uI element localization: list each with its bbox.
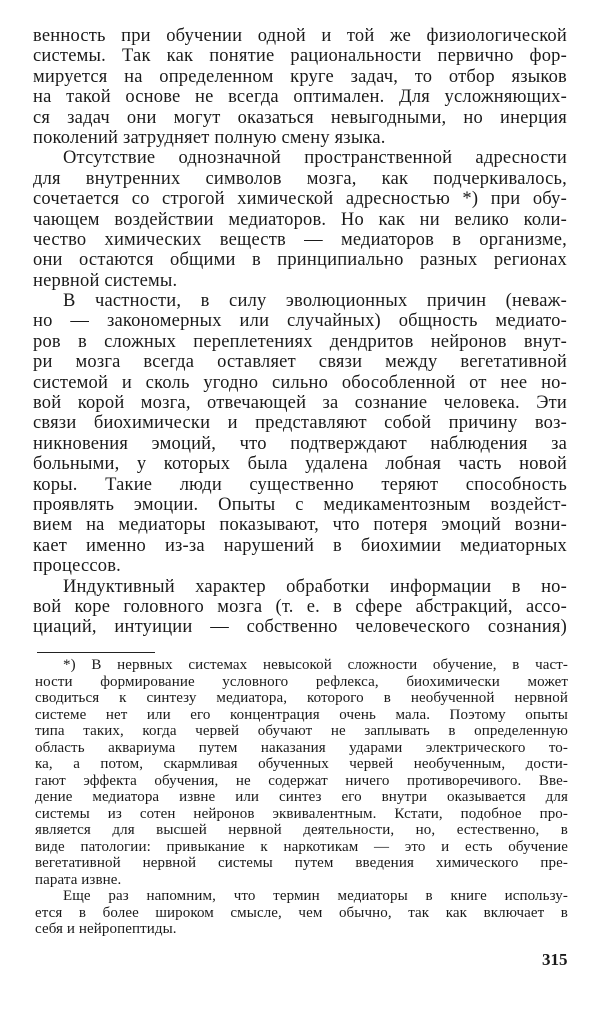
text-line: системы из сотен нейронов эквивалентным. Кстати, подобное про-	[35, 805, 568, 822]
footnote-divider	[37, 652, 155, 653]
text-line: сводиться к синтезу медиатора, которого в необученной нервной	[35, 690, 568, 706]
text-line: процессов.	[33, 556, 122, 577]
paragraph	[33, 577, 567, 638]
text-line: но — закономерных или случайных) общность медиато-	[33, 311, 567, 332]
text-line: венность при обучении одной и той же физиологической	[33, 26, 567, 46]
footnote	[35, 657, 568, 888]
footnote	[35, 888, 568, 938]
text-line: поколений затрудняет полную смену языка.	[33, 127, 386, 148]
text-line: чество химических веществ — медиаторов в организме,	[33, 229, 567, 250]
text-line: циаций, интуиции — собственно человеческого сознания)	[33, 617, 567, 638]
text-line: ри мозга всегда оставляет связи между вегетативной	[33, 352, 567, 373]
text-line: ется в более широком смысле, чем обычно, так как включает в	[35, 904, 568, 921]
text-line: системы. Так как понятие рациональности первично фор-	[33, 46, 567, 67]
text-line: больными, у которых была удалена лобная часть новой	[33, 454, 567, 475]
text-line: системой и сколь угодно сильно обособленной от нее но-	[33, 372, 567, 393]
text-line: мируется на определенном круге задач, то отбор языков	[33, 66, 567, 87]
paragraph	[33, 26, 567, 148]
text-line: кает именно из-за нарушений в биохимии медиаторных	[33, 535, 567, 556]
text-line: виде патологии: привыкание к наркотикам — это и есть обучение	[35, 838, 568, 855]
text-line: сочетается со строгой химической адресностью *) при обу-	[33, 189, 567, 210]
text-line: ности формирование условного рефлекса, биохимически может	[35, 673, 568, 690]
text-line: вием на медиаторы показывают, что потеря эмоций возни-	[33, 515, 567, 536]
text-line: они остаются общими в принципиально разных регионах	[33, 250, 567, 271]
text-line: ся задач они могут оказаться невыгодными, но инерция	[33, 107, 567, 128]
text-line: Отсутствие однозначной пространственной адресности	[63, 148, 567, 169]
text-line: системе нет или его концентрация очень мала. Поэтому опыты	[35, 706, 568, 723]
text-line: коры. Такие люди существенно теряют способность	[33, 474, 567, 495]
text-line: связи биохимически и представляют собой причину воз-	[33, 413, 567, 434]
text-line: является для высшей нервной деятельности, но, естественно, в	[35, 822, 568, 838]
main-text	[33, 26, 567, 638]
text-line: вегетативной нервной системы путем введения химического пре-	[35, 855, 568, 871]
text-line: вой коре головного мозга (т. е. в сфере абстракций, ассо-	[33, 596, 567, 617]
text-line: ка, а потом, скармливая обученных червей необученным, дости-	[35, 756, 568, 772]
text-line: *) В нервных системах невысокой сложности обучение, в част-	[63, 657, 568, 673]
text-line: ров в сложных переплетениях дендритов нейронов внут-	[33, 331, 567, 352]
page-number: 315	[542, 950, 568, 969]
text-line: В частности, в силу эволюционных причин (неваж-	[63, 291, 567, 312]
text-line: Еще раз напомним, что термин медиаторы в книге использу-	[63, 888, 568, 904]
paragraph	[33, 291, 567, 576]
text-line: для внутренних символов мозга, как подчеркивалось,	[33, 168, 567, 189]
text-line: Индуктивный характер обработки информации в но-	[63, 576, 567, 597]
text-line: дение медиатора извне или синтез его внутри оказывается для	[35, 789, 568, 805]
paragraph	[33, 148, 567, 291]
text-line: вой корой мозга, отвечающей за сознание человека. Эти	[33, 393, 567, 414]
footnotes	[35, 657, 568, 938]
text-line: гают эффекта обучения, не содержат ничего противоречивого. Вве-	[35, 772, 568, 789]
text-line: проявлять эмоции. Опыты с медикаментозным воздейст-	[33, 494, 567, 515]
text-line: чающем воздействии медиаторов. Но как ни велико коли-	[33, 209, 567, 230]
text-line: типа таких, когда червей обучают не заплывать в определенную	[35, 723, 568, 739]
text-line: область аквариума путем наказания ударами электрического то-	[35, 739, 568, 756]
text-line: нервной системы.	[33, 270, 178, 291]
text-line: никновения эмоций, что подтверждают наблюдения за	[33, 433, 567, 454]
text-line: парата извне.	[35, 871, 122, 888]
text-line: на такой основе не всегда оптимален. Для усложняющих-	[33, 87, 567, 108]
text-line: себя и нейропептиды.	[35, 921, 177, 937]
